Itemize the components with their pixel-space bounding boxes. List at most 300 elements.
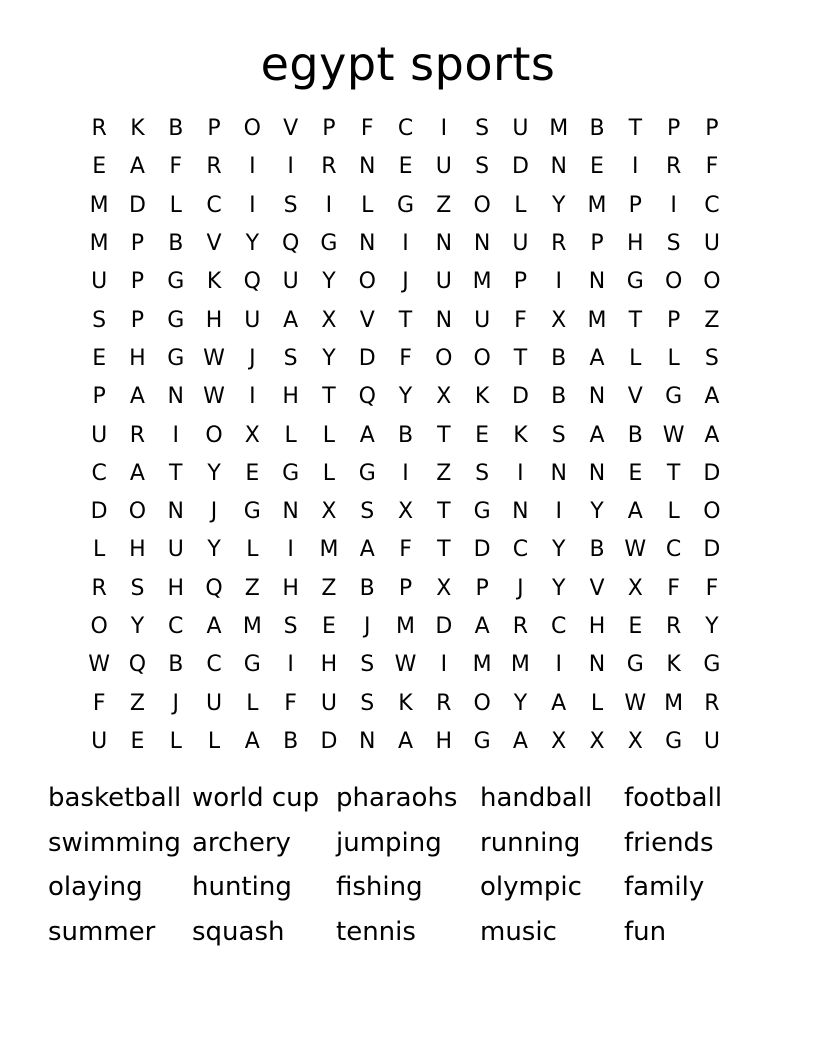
grid-cell: Z: [704, 307, 720, 333]
grid-cell: V: [359, 307, 375, 333]
grid-cell: H: [282, 575, 299, 601]
grid-cell: W: [624, 690, 647, 716]
grid-cell: K: [398, 690, 413, 716]
grid-cell: E: [475, 422, 490, 448]
grid-cell: D: [358, 345, 376, 371]
grid-cell: R: [704, 690, 720, 716]
grid-cell: A: [129, 384, 145, 410]
grid-cell: E: [245, 460, 260, 486]
grid-cell: N: [358, 728, 376, 754]
grid-cell: R: [665, 614, 682, 639]
grid-cell: A: [129, 154, 145, 180]
grid-cell: M: [242, 614, 262, 639]
grid-cell: G: [243, 652, 261, 678]
grid-cell: U: [703, 728, 720, 754]
grid-cell: L: [207, 728, 221, 754]
grid-cell: V: [206, 231, 222, 257]
grid-cell: S: [475, 460, 490, 486]
grid-cell: H: [167, 575, 185, 601]
grid-cell: F: [399, 537, 412, 563]
grid-cell: I: [287, 652, 294, 678]
grid-cell: I: [670, 192, 677, 218]
grid-cell: X: [589, 728, 605, 754]
grid-cell: G: [665, 728, 683, 754]
grid-cell: I: [249, 192, 256, 218]
grid-cell: F: [92, 690, 106, 716]
grid-cell: Y: [705, 614, 719, 639]
grid-cell: P: [207, 116, 221, 142]
grid-cell: U: [435, 269, 452, 295]
grid-cell: U: [244, 307, 261, 333]
grid-cell: E: [92, 154, 107, 180]
grid-cell: K: [666, 652, 681, 678]
word-bank-item: handball: [480, 783, 593, 813]
grid-cell: L: [667, 499, 680, 525]
grid-cell: A: [359, 422, 375, 448]
letter-grid: [80, 110, 731, 761]
word-bank-item: fishing: [336, 872, 423, 902]
grid-cell: A: [627, 499, 643, 525]
grid-cell: G: [358, 460, 376, 486]
grid-cell: T: [437, 537, 451, 563]
grid-cell: F: [360, 116, 374, 142]
grid-cell: U: [91, 728, 108, 754]
grid-cell: I: [402, 460, 409, 486]
grid-cell: D: [703, 537, 721, 563]
grid-cell: R: [129, 422, 146, 448]
grid-cell: Y: [551, 575, 566, 601]
grid-cell: I: [632, 154, 639, 180]
grid-cell: Q: [358, 384, 376, 410]
grid-cell: B: [627, 422, 643, 448]
grid-cell: A: [397, 728, 414, 754]
word-bank-item: music: [480, 916, 557, 947]
grid-cell: B: [589, 537, 605, 563]
grid-cell: E: [398, 154, 413, 180]
grid-cell: Y: [590, 499, 604, 525]
grid-cell: P: [92, 384, 106, 410]
grid-cell: A: [244, 728, 260, 754]
grid-cell: A: [474, 614, 490, 639]
grid-cell: H: [282, 384, 299, 410]
grid-cell: S: [704, 345, 719, 371]
grid-cell: M: [664, 690, 684, 716]
grid-cell: R: [551, 231, 567, 257]
grid-cell: T: [437, 422, 451, 448]
grid-cell: I: [440, 652, 448, 678]
grid-cell: J: [172, 690, 179, 716]
grid-cell: Y: [245, 231, 260, 257]
grid-cell: O: [473, 690, 491, 716]
grid-cell: Q: [205, 575, 223, 601]
grid-cell: J: [363, 614, 371, 639]
grid-cell: S: [283, 192, 298, 218]
grid-cell: O: [473, 192, 491, 218]
word-bank-item: world cup: [192, 783, 320, 813]
grid-cell: T: [437, 499, 451, 525]
grid-cell: I: [249, 384, 256, 410]
grid-cell: Z: [321, 575, 337, 601]
grid-cell: I: [517, 460, 524, 486]
grid-cell: I: [555, 269, 562, 295]
grid-cell: N: [473, 231, 491, 257]
grid-cell: R: [91, 116, 107, 142]
grid-cell: N: [167, 499, 184, 525]
grid-cell: Z: [129, 690, 145, 716]
grid-cell: U: [91, 269, 108, 295]
grid-cell: X: [551, 728, 567, 754]
grid-cell: L: [169, 728, 182, 754]
grid-cell: W: [624, 537, 647, 563]
grid-cell: I: [555, 652, 562, 678]
grid-cell: U: [512, 231, 529, 257]
grid-cell: T: [169, 460, 183, 486]
grid-cell: P: [130, 307, 145, 333]
grid-cell: N: [435, 231, 453, 257]
word-bank-item: olaying: [48, 872, 143, 902]
grid-cell: O: [205, 422, 223, 448]
grid-cell: R: [206, 154, 222, 180]
grid-cell: Y: [322, 345, 336, 371]
grid-cell: J: [210, 499, 218, 525]
grid-cell: U: [320, 690, 337, 716]
grid-cell: N: [588, 269, 606, 295]
grid-cell: G: [243, 499, 261, 525]
grid-cell: W: [394, 652, 417, 678]
grid-cell: P: [130, 231, 145, 257]
grid-cell: G: [167, 269, 185, 295]
grid-cell: F: [667, 575, 680, 601]
grid-cell: E: [92, 345, 107, 371]
grid-cell: S: [130, 575, 145, 601]
grid-cell: I: [287, 537, 294, 563]
grid-cell: M: [587, 192, 607, 218]
grid-cell: C: [397, 116, 414, 142]
grid-cell: G: [626, 269, 644, 295]
grid-cell: U: [703, 231, 720, 257]
grid-cell: U: [512, 116, 529, 142]
grid-cell: R: [665, 154, 682, 180]
grid-cell: D: [128, 192, 146, 218]
grid-cell: I: [287, 154, 294, 180]
grid-cell: P: [322, 116, 336, 142]
word-bank-item: tennis: [336, 916, 416, 947]
grid-cell: C: [665, 537, 682, 563]
grid-cell: N: [588, 384, 606, 410]
grid-cell: W: [203, 345, 225, 371]
grid-cell: P: [705, 116, 719, 142]
grid-cell: O: [90, 614, 108, 639]
grid-cell: Z: [436, 192, 452, 218]
grid-cell: Z: [244, 575, 260, 601]
grid-cell: G: [320, 231, 338, 257]
grid-cell: O: [128, 499, 147, 525]
grid-cell: D: [90, 499, 108, 525]
grid-cell: X: [397, 499, 414, 525]
grid-cell: A: [704, 384, 720, 410]
word-bank-item: olympic: [480, 872, 582, 902]
grid-cell: Q: [243, 269, 261, 295]
grid-cell: X: [551, 307, 567, 333]
grid-cell: K: [206, 269, 222, 295]
grid-cell: R: [436, 690, 452, 716]
grid-cell: C: [91, 460, 107, 486]
grid-cell: G: [473, 499, 491, 525]
grid-cell: A: [551, 690, 567, 716]
grid-cell: Y: [322, 269, 336, 295]
grid-cell: W: [662, 422, 685, 448]
grid-cell: X: [244, 422, 260, 448]
grid-cell: A: [129, 460, 145, 486]
grid-cell: F: [705, 575, 719, 601]
grid-cell: K: [513, 422, 528, 448]
grid-cell: N: [550, 460, 567, 486]
grid-cell: S: [92, 307, 107, 333]
word-bank-item: squash: [192, 916, 285, 947]
grid-cell: O: [703, 499, 721, 525]
grid-cell: Y: [207, 460, 221, 486]
grid-cell: S: [666, 231, 681, 257]
grid-cell: E: [130, 728, 145, 754]
grid-cell: L: [322, 422, 336, 448]
grid-cell: L: [246, 690, 259, 716]
grid-cell: C: [704, 192, 720, 218]
grid-cell: S: [475, 116, 490, 142]
grid-cell: K: [130, 116, 145, 142]
grid-cell: I: [172, 422, 179, 448]
grid-cell: T: [322, 384, 336, 410]
word-bank-item: fun: [624, 916, 667, 947]
grid-cell: F: [169, 154, 183, 180]
grid-cell: L: [514, 192, 527, 218]
grid-cell: U: [282, 269, 299, 295]
grid-cell: N: [282, 499, 299, 525]
grid-cell: Y: [398, 384, 413, 410]
grid-cell: P: [475, 575, 489, 601]
grid-cell: L: [169, 192, 182, 218]
grid-cell: S: [360, 499, 375, 525]
word-bank: [48, 778, 768, 956]
grid-cell: N: [550, 154, 567, 180]
grid-cell: M: [89, 192, 109, 218]
grid-cell: Q: [128, 652, 147, 678]
grid-cell: H: [435, 728, 453, 754]
grid-cell: K: [474, 384, 490, 410]
grid-cell: P: [628, 192, 642, 218]
word-bank-item: summer: [48, 916, 156, 947]
grid-cell: B: [168, 652, 184, 678]
grid-cell: U: [91, 422, 108, 448]
grid-cell: S: [475, 154, 490, 180]
grid-cell: P: [513, 269, 528, 295]
puzzle-title: egypt sports: [260, 37, 556, 91]
grid-cell: M: [510, 652, 530, 678]
grid-cell: Z: [436, 460, 452, 486]
word-bank-item: swimming: [48, 827, 181, 858]
grid-cell: J: [249, 345, 256, 371]
grid-cell: T: [628, 307, 643, 333]
grid-cell: O: [243, 116, 261, 142]
grid-cell: A: [206, 614, 222, 639]
grid-cell: H: [320, 652, 338, 678]
grid-cell: D: [320, 728, 338, 754]
grid-cell: H: [588, 614, 606, 639]
grid-cell: U: [474, 307, 491, 333]
grid-cell: D: [511, 154, 529, 180]
grid-cell: I: [402, 231, 409, 257]
grid-cell: A: [512, 728, 528, 754]
grid-cell: H: [129, 537, 146, 563]
grid-cell: B: [551, 384, 567, 410]
grid-cell: G: [665, 384, 683, 410]
grid-cell: A: [589, 422, 605, 448]
grid-cell: D: [703, 460, 721, 486]
grid-cell: V: [627, 384, 643, 410]
word-bank-item: family: [624, 872, 705, 902]
grid-cell: G: [626, 652, 644, 678]
grid-cell: E: [628, 460, 643, 486]
grid-cell: W: [203, 384, 225, 410]
grid-cell: Y: [207, 537, 221, 563]
grid-cell: D: [473, 537, 491, 563]
grid-cell: P: [666, 307, 681, 333]
grid-cell: M: [549, 116, 569, 142]
word-bank-item: pharaohs: [336, 783, 458, 813]
word-bank-item: football: [624, 783, 723, 813]
grid-cell: X: [321, 499, 337, 525]
grid-cell: S: [283, 614, 298, 639]
grid-cell: H: [129, 345, 146, 371]
grid-cell: L: [590, 690, 604, 716]
grid-cell: L: [284, 422, 297, 448]
grid-cell: N: [588, 460, 606, 486]
grid-cell: B: [589, 116, 605, 142]
grid-cell: E: [590, 154, 604, 180]
grid-cell: B: [397, 422, 414, 448]
grid-cell: N: [588, 652, 606, 678]
grid-cell: J: [402, 269, 409, 295]
grid-cell: G: [473, 728, 491, 754]
grid-cell: O: [435, 345, 453, 371]
grid-cell: I: [555, 499, 562, 525]
grid-cell: N: [358, 231, 376, 257]
grid-cell: H: [627, 231, 644, 257]
grid-cell: F: [284, 690, 297, 716]
grid-cell: X: [627, 575, 643, 601]
grid-cell: B: [551, 345, 567, 371]
grid-cell: I: [249, 154, 256, 180]
grid-cell: M: [472, 269, 492, 295]
grid-cell: R: [321, 154, 337, 180]
word-bank-item: hunting: [192, 872, 292, 902]
grid-cell: Q: [281, 231, 300, 257]
grid-cell: D: [435, 614, 453, 639]
grid-cell: S: [283, 345, 298, 371]
grid-cell: X: [627, 728, 643, 754]
grid-cell: N: [512, 499, 529, 525]
grid-cell: A: [704, 422, 720, 448]
grid-cell: F: [705, 154, 719, 180]
grid-cell: E: [321, 614, 336, 639]
grid-cell: Y: [130, 614, 145, 639]
grid-cell: C: [206, 192, 222, 218]
grid-cell: G: [282, 460, 300, 486]
grid-cell: A: [589, 345, 605, 371]
grid-cell: M: [472, 652, 492, 678]
grid-cell: G: [396, 192, 415, 218]
grid-cell: P: [666, 116, 681, 142]
grid-cell: U: [167, 537, 184, 563]
grid-cell: V: [589, 575, 605, 601]
grid-cell: G: [167, 307, 185, 333]
grid-cell: G: [703, 652, 721, 678]
grid-cell: A: [283, 307, 299, 333]
grid-cell: P: [398, 575, 413, 601]
word-bank-item: jumping: [336, 827, 442, 858]
grid-cell: N: [167, 384, 184, 410]
grid-cell: B: [168, 231, 184, 257]
grid-cell: L: [667, 345, 680, 371]
grid-cell: T: [628, 116, 643, 142]
grid-cell: F: [514, 307, 527, 333]
grid-cell: J: [517, 575, 524, 601]
grid-cell: O: [664, 269, 683, 295]
word-bank-item: running: [480, 827, 581, 858]
grid-cell: T: [398, 307, 413, 333]
grid-cell: Y: [551, 537, 566, 563]
grid-cell: L: [361, 192, 374, 218]
grid-cell: H: [205, 307, 223, 333]
grid-cell: D: [511, 384, 529, 410]
grid-cell: X: [321, 307, 337, 333]
grid-cell: N: [358, 154, 376, 180]
grid-cell: A: [359, 537, 375, 563]
grid-cell: M: [89, 231, 109, 257]
grid-cell: L: [246, 537, 259, 563]
grid-cell: O: [358, 269, 376, 295]
grid-cell: X: [436, 575, 452, 601]
grid-cell: C: [512, 537, 529, 563]
grid-cell: M: [319, 537, 339, 563]
grid-cell: E: [628, 614, 643, 639]
word-bank-item: friends: [624, 827, 714, 858]
grid-cell: Y: [513, 690, 528, 716]
grid-cell: N: [435, 307, 453, 333]
grid-cell: S: [360, 652, 375, 678]
grid-cell: R: [91, 575, 107, 601]
grid-cell: X: [436, 384, 452, 410]
grid-cell: L: [322, 460, 336, 486]
grid-cell: B: [283, 728, 299, 754]
grid-cell: U: [435, 154, 452, 180]
grid-cell: G: [167, 345, 185, 371]
grid-cell: S: [551, 422, 566, 448]
grid-cell: L: [93, 537, 106, 563]
grid-cell: T: [666, 460, 681, 486]
grid-cell: R: [512, 614, 529, 639]
grid-cell: C: [168, 614, 184, 639]
grid-cell: O: [703, 269, 721, 295]
word-bank-item: basketball: [48, 783, 182, 813]
grid-cell: M: [396, 614, 416, 639]
grid-cell: V: [283, 116, 299, 142]
word-bank-item: archery: [192, 827, 291, 858]
grid-cell: M: [587, 307, 607, 333]
grid-cell: C: [206, 652, 222, 678]
grid-cell: T: [513, 345, 528, 371]
grid-cell: B: [168, 116, 184, 142]
grid-cell: C: [551, 614, 567, 639]
